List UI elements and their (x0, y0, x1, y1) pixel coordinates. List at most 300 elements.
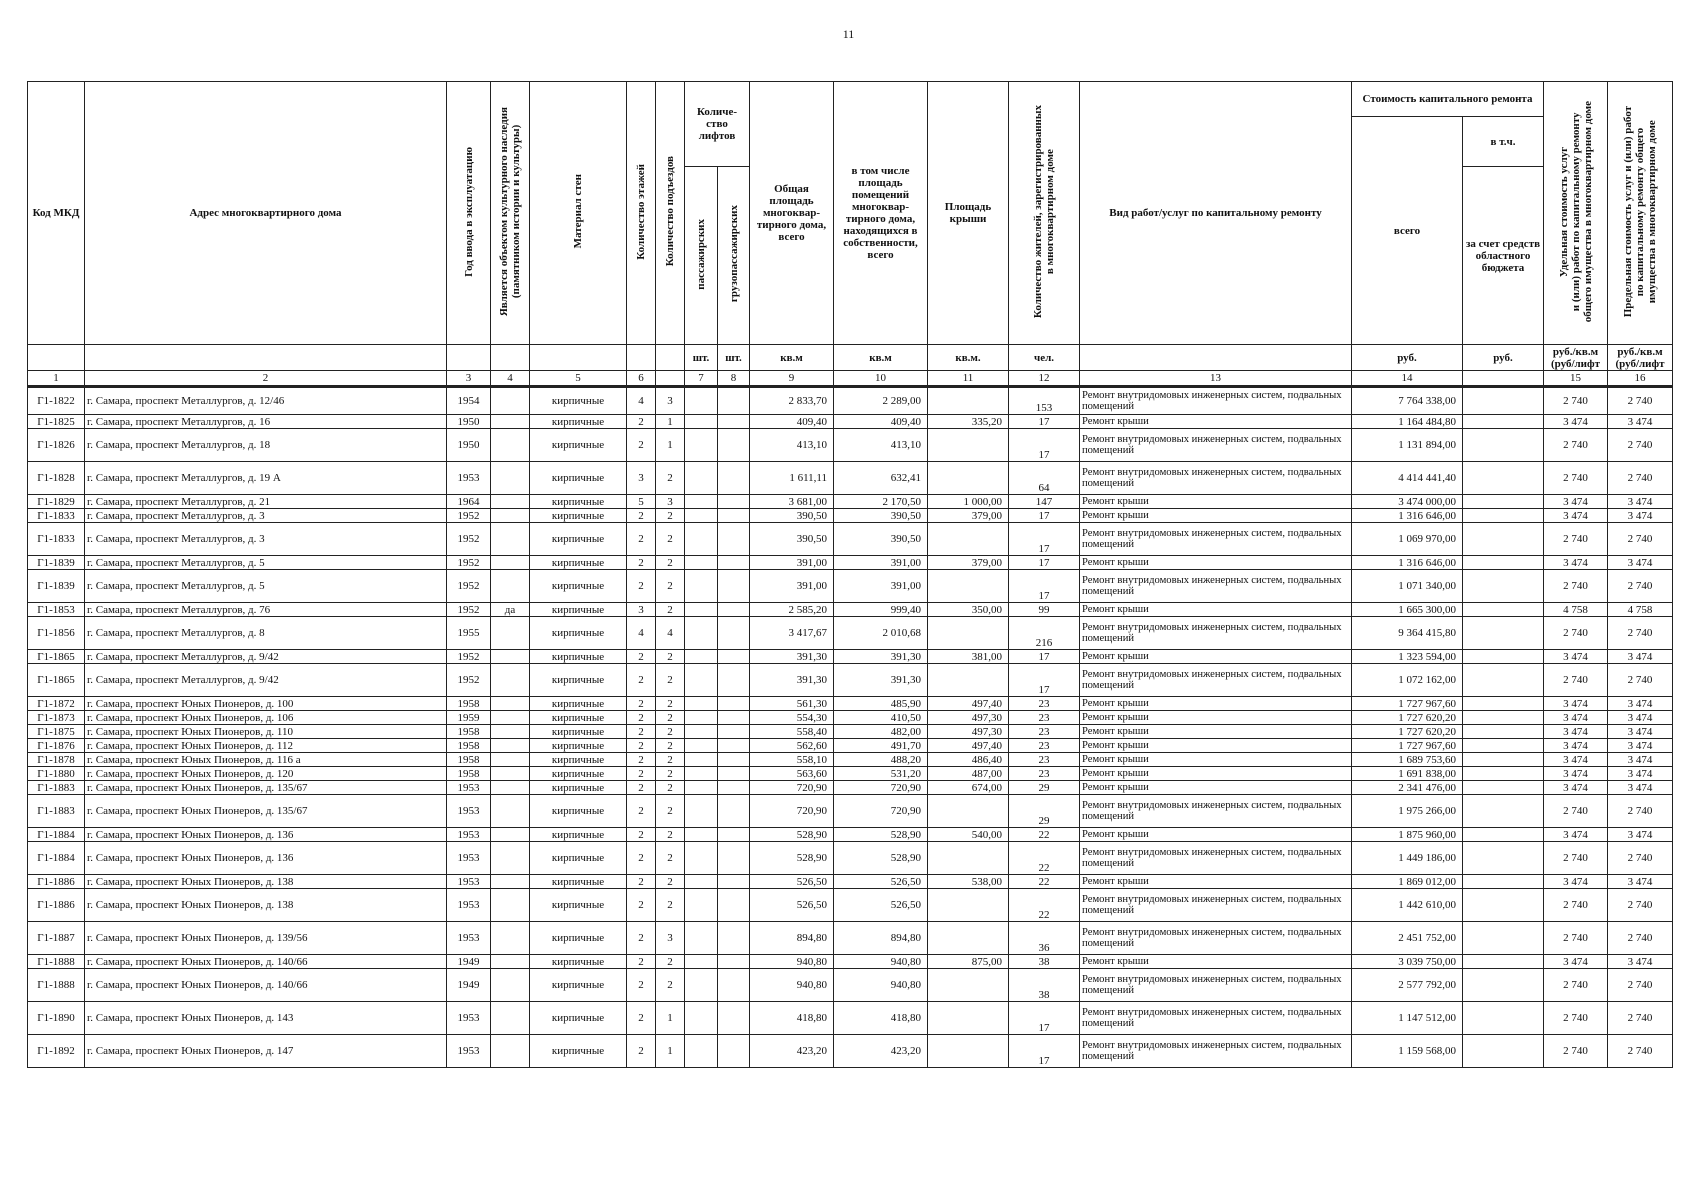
table-row (28, 842, 1673, 875)
cell-roof-area (928, 1002, 1009, 1035)
cell-roof-area (928, 429, 1009, 462)
table-row (28, 753, 1673, 767)
table-row (28, 739, 1673, 753)
cell-entrances: 2 (656, 795, 685, 828)
cell-passenger-lifts (685, 697, 718, 711)
cell-floors: 2 (627, 725, 656, 739)
cell-residents: 17 (1009, 650, 1080, 664)
cell-total-area: 391,30 (750, 664, 834, 697)
unit-label: кв.м (750, 345, 834, 371)
table-row (28, 570, 1673, 603)
unit-label: шт. (718, 345, 750, 371)
cell-address: г. Самара, проспект Металлургов, д. 5 (85, 556, 447, 570)
cell-work-type: Ремонт крыши (1080, 767, 1352, 781)
cell-residents: 22 (1009, 828, 1080, 842)
cell-wall-material: кирпичные (530, 429, 627, 462)
cell-roof-area: 487,00 (928, 767, 1009, 781)
cell-address: г. Самара, проспект Металлургов, д. 21 (85, 495, 447, 509)
cell-address: г. Самара, проспект Металлургов, д. 19 А (85, 462, 447, 495)
cell-floors: 2 (627, 955, 656, 969)
cell-address: г. Самара, проспект Металлургов, д. 12/46 (85, 387, 447, 415)
cell-year-built: 1953 (447, 842, 491, 875)
cell-wall-material: кирпичные (530, 889, 627, 922)
cell-floors: 2 (627, 922, 656, 955)
cell-roof-area (928, 664, 1009, 697)
cell-cost-total: 1 727 967,60 (1352, 697, 1463, 711)
cell-address: г. Самара, проспект Юных Пионеров, д. 136 (85, 842, 447, 875)
cell-total-area: 3 417,67 (750, 617, 834, 650)
cell-total-area: 526,50 (750, 889, 834, 922)
col-header-code: Код МКД (28, 82, 85, 345)
cell-owned-area: 488,20 (834, 753, 928, 767)
cell-total-area: 562,60 (750, 739, 834, 753)
cell-specific-cost: 3 474 (1544, 711, 1608, 725)
cell-mkd-code: Г1-1865 (28, 650, 85, 664)
cell-work-type: Ремонт крыши (1080, 556, 1352, 570)
cell-floors: 2 (627, 556, 656, 570)
cell-cost-total: 1 665 300,00 (1352, 603, 1463, 617)
cell-specific-cost: 3 474 (1544, 725, 1608, 739)
cell-total-area: 418,80 (750, 1002, 834, 1035)
cell-wall-material: кирпичные (530, 664, 627, 697)
cell-total-area: 720,90 (750, 781, 834, 795)
cell-wall-material: кирпичные (530, 570, 627, 603)
cell-owned-area: 485,90 (834, 697, 928, 711)
cell-passenger-lifts (685, 1035, 718, 1068)
cell-cost-total: 2 577 792,00 (1352, 969, 1463, 1002)
cell-specific-cost: 3 474 (1544, 650, 1608, 664)
column-number: 12 (1009, 371, 1080, 387)
table-row (28, 697, 1673, 711)
cell-freight-lifts (718, 781, 750, 795)
cell-limit-cost: 3 474 (1608, 739, 1673, 753)
cell-mkd-code: Г1-1833 (28, 509, 85, 523)
cell-owned-area: 482,00 (834, 725, 928, 739)
cell-floors: 2 (627, 664, 656, 697)
cell-freight-lifts (718, 1002, 750, 1035)
cell-passenger-lifts (685, 842, 718, 875)
cell-cost-regional (1463, 523, 1544, 556)
cell-specific-cost: 3 474 (1544, 556, 1608, 570)
cell-address: г. Самара, проспект Металлургов, д. 16 (85, 415, 447, 429)
cell-wall-material: кирпичные (530, 697, 627, 711)
cell-specific-cost: 2 740 (1544, 842, 1608, 875)
cell-residents: 153 (1009, 387, 1080, 415)
cell-year-built: 1953 (447, 889, 491, 922)
cell-total-area: 528,90 (750, 828, 834, 842)
cell-year-built: 1952 (447, 523, 491, 556)
cell-entrances: 2 (656, 969, 685, 1002)
cell-work-type: Ремонт внутридомовых инженерных систем, подвальных помещений (1080, 570, 1352, 603)
cell-passenger-lifts (685, 767, 718, 781)
cell-cost-regional (1463, 781, 1544, 795)
cell-specific-cost: 2 740 (1544, 922, 1608, 955)
column-number: 7 (685, 371, 718, 387)
cell-limit-cost: 2 740 (1608, 842, 1673, 875)
cell-cost-regional (1463, 556, 1544, 570)
cell-entrances: 2 (656, 753, 685, 767)
cell-total-area: 940,80 (750, 955, 834, 969)
cell-mkd-code: Г1-1878 (28, 753, 85, 767)
cell-specific-cost: 3 474 (1544, 875, 1608, 889)
cell-year-built: 1955 (447, 617, 491, 650)
cell-roof-area: 538,00 (928, 875, 1009, 889)
cell-work-type: Ремонт крыши (1080, 828, 1352, 842)
cell-mkd-code: Г1-1884 (28, 842, 85, 875)
cell-specific-cost: 2 740 (1544, 1002, 1608, 1035)
cell-total-area: 391,00 (750, 570, 834, 603)
cell-owned-area: 528,90 (834, 828, 928, 842)
capital-repair-table (27, 81, 1673, 1068)
cell-entrances: 1 (656, 1035, 685, 1068)
cell-owned-area: 391,30 (834, 664, 928, 697)
cell-mkd-code: Г1-1883 (28, 795, 85, 828)
cell-cost-regional (1463, 617, 1544, 650)
cell-passenger-lifts (685, 462, 718, 495)
table-row (28, 650, 1673, 664)
cell-residents: 17 (1009, 570, 1080, 603)
column-number: 2 (85, 371, 447, 387)
cell-cost-regional (1463, 603, 1544, 617)
cell-residents: 23 (1009, 739, 1080, 753)
table-row (28, 415, 1673, 429)
cell-year-built: 1952 (447, 509, 491, 523)
cell-heritage-flag (491, 697, 530, 711)
cell-work-type: Ремонт внутридомовых инженерных систем, подвальных помещений (1080, 842, 1352, 875)
cell-address: г. Самара, проспект Юных Пионеров, д. 138 (85, 875, 447, 889)
table-row (28, 462, 1673, 495)
cell-specific-cost: 3 474 (1544, 781, 1608, 795)
cell-heritage-flag (491, 922, 530, 955)
cell-total-area: 940,80 (750, 969, 834, 1002)
cell-owned-area: 526,50 (834, 875, 928, 889)
cell-roof-area (928, 617, 1009, 650)
cell-work-type: Ремонт внутридомовых инженерных систем, подвальных помещений (1080, 429, 1352, 462)
cell-work-type: Ремонт внутридомовых инженерных систем, подвальных помещений (1080, 664, 1352, 697)
cell-work-type: Ремонт крыши (1080, 753, 1352, 767)
cell-cost-regional (1463, 415, 1544, 429)
cell-owned-area: 940,80 (834, 955, 928, 969)
table-row (28, 955, 1673, 969)
cell-residents: 36 (1009, 922, 1080, 955)
cell-wall-material: кирпичные (530, 1035, 627, 1068)
cell-entrances: 1 (656, 415, 685, 429)
cell-cost-regional (1463, 509, 1544, 523)
cell-work-type: Ремонт внутридомовых инженерных систем, подвальных помещений (1080, 617, 1352, 650)
cell-freight-lifts (718, 795, 750, 828)
cell-address: г. Самара, проспект Металлургов, д. 9/42 (85, 650, 447, 664)
cell-roof-area: 381,00 (928, 650, 1009, 664)
column-number: 8 (718, 371, 750, 387)
cell-passenger-lifts (685, 875, 718, 889)
cell-cost-regional (1463, 570, 1544, 603)
cell-wall-material: кирпичные (530, 767, 627, 781)
cell-residents: 29 (1009, 795, 1080, 828)
cell-entrances: 2 (656, 462, 685, 495)
cell-heritage-flag (491, 429, 530, 462)
cell-passenger-lifts (685, 570, 718, 603)
cell-total-area: 391,30 (750, 650, 834, 664)
table-row (28, 664, 1673, 697)
cell-limit-cost: 2 740 (1608, 523, 1673, 556)
cell-address: г. Самара, проспект Металлургов, д. 3 (85, 523, 447, 556)
column-number: 4 (491, 371, 530, 387)
cell-heritage-flag (491, 617, 530, 650)
cell-floors: 2 (627, 415, 656, 429)
cell-work-type: Ремонт крыши (1080, 711, 1352, 725)
cell-residents: 23 (1009, 725, 1080, 739)
cell-specific-cost: 2 740 (1544, 387, 1608, 415)
col-header-lifts-freight: грузопассажирских (718, 167, 750, 345)
cell-wall-material: кирпичные (530, 828, 627, 842)
cell-limit-cost: 3 474 (1608, 556, 1673, 570)
cell-total-area: 409,40 (750, 415, 834, 429)
cell-cost-regional (1463, 429, 1544, 462)
cell-year-built: 1953 (447, 1035, 491, 1068)
cell-address: г. Самара, проспект Юных Пионеров, д. 138 (85, 889, 447, 922)
cell-work-type: Ремонт внутридомовых инженерных систем, подвальных помещений (1080, 795, 1352, 828)
cell-mkd-code: Г1-1884 (28, 828, 85, 842)
cell-mkd-code: Г1-1876 (28, 739, 85, 753)
cell-cost-regional (1463, 753, 1544, 767)
cell-roof-area: 1 000,00 (928, 495, 1009, 509)
cell-wall-material: кирпичные (530, 969, 627, 1002)
col-header-work-type: Вид работ/услуг по капитальному ремонту (1080, 82, 1352, 345)
column-number: 15 (1544, 371, 1608, 387)
cell-owned-area: 390,50 (834, 523, 928, 556)
cell-cost-total: 1 316 646,00 (1352, 556, 1463, 570)
cell-address: г. Самара, проспект Юных Пионеров, д. 135/67 (85, 795, 447, 828)
table-row (28, 495, 1673, 509)
cell-floors: 2 (627, 739, 656, 753)
cell-mkd-code: Г1-1880 (28, 767, 85, 781)
cell-specific-cost: 3 474 (1544, 697, 1608, 711)
cell-roof-area (928, 523, 1009, 556)
cell-year-built: 1950 (447, 429, 491, 462)
cell-limit-cost: 3 474 (1608, 781, 1673, 795)
cell-address: г. Самара, проспект Юных Пионеров, д. 110 (85, 725, 447, 739)
cell-passenger-lifts (685, 509, 718, 523)
cell-mkd-code: Г1-1886 (28, 875, 85, 889)
cell-heritage-flag (491, 387, 530, 415)
cell-residents: 17 (1009, 1035, 1080, 1068)
cell-floors: 2 (627, 711, 656, 725)
cell-specific-cost: 4 758 (1544, 603, 1608, 617)
cell-year-built: 1949 (447, 969, 491, 1002)
cell-residents: 216 (1009, 617, 1080, 650)
cell-total-area: 558,40 (750, 725, 834, 739)
cell-entrances: 1 (656, 429, 685, 462)
unit-label: руб./кв.м (руб/лифт (1608, 345, 1673, 371)
cell-year-built: 1950 (447, 415, 491, 429)
cell-limit-cost: 3 474 (1608, 828, 1673, 842)
cell-passenger-lifts (685, 795, 718, 828)
cell-mkd-code: Г1-1853 (28, 603, 85, 617)
table-row (28, 387, 1673, 415)
col-header-material: Материал стен (530, 82, 627, 345)
cell-wall-material: кирпичные (530, 725, 627, 739)
cell-owned-area: 391,00 (834, 570, 928, 603)
cell-heritage-flag (491, 739, 530, 753)
cell-heritage-flag (491, 753, 530, 767)
cell-address: г. Самара, проспект Юных Пионеров, д. 106 (85, 711, 447, 725)
cell-roof-area (928, 570, 1009, 603)
col-header-entrances: Количество подъездов (656, 82, 685, 345)
cell-year-built: 1953 (447, 828, 491, 842)
cell-total-area: 720,90 (750, 795, 834, 828)
cell-owned-area: 2 289,00 (834, 387, 928, 415)
cell-entrances: 2 (656, 664, 685, 697)
cell-freight-lifts (718, 828, 750, 842)
cell-entrances: 2 (656, 711, 685, 725)
cell-passenger-lifts (685, 495, 718, 509)
cell-roof-area: 350,00 (928, 603, 1009, 617)
cell-total-area: 563,60 (750, 767, 834, 781)
cell-cost-total: 1 147 512,00 (1352, 1002, 1463, 1035)
cell-limit-cost: 3 474 (1608, 509, 1673, 523)
cell-roof-area (928, 842, 1009, 875)
cell-specific-cost: 3 474 (1544, 415, 1608, 429)
table-row (28, 795, 1673, 828)
cell-residents: 17 (1009, 415, 1080, 429)
cell-passenger-lifts (685, 739, 718, 753)
column-number: 6 (627, 371, 656, 387)
table-row (28, 725, 1673, 739)
cell-cost-total: 1 975 266,00 (1352, 795, 1463, 828)
cell-roof-area (928, 795, 1009, 828)
cell-passenger-lifts (685, 828, 718, 842)
col-header-specific-cost: Удельная стоимость услуг и (или) работ по капитальному ремонту общего имущества в многоквартирном доме (1544, 82, 1608, 345)
cell-address: г. Самара, проспект Юных Пионеров, д. 135/67 (85, 781, 447, 795)
table-row (28, 711, 1673, 725)
column-number: 11 (928, 371, 1009, 387)
cell-year-built: 1953 (447, 462, 491, 495)
cell-heritage-flag: да (491, 603, 530, 617)
cell-roof-area: 497,40 (928, 697, 1009, 711)
cell-cost-total: 1 442 610,00 (1352, 889, 1463, 922)
cell-freight-lifts (718, 556, 750, 570)
cell-work-type: Ремонт крыши (1080, 650, 1352, 664)
cell-residents: 29 (1009, 781, 1080, 795)
cell-freight-lifts (718, 889, 750, 922)
cell-freight-lifts (718, 711, 750, 725)
cell-entrances: 2 (656, 842, 685, 875)
cell-floors: 2 (627, 1035, 656, 1068)
cell-roof-area (928, 969, 1009, 1002)
cell-specific-cost: 2 740 (1544, 462, 1608, 495)
cell-cost-total: 1 323 594,00 (1352, 650, 1463, 664)
cell-floors: 2 (627, 795, 656, 828)
cell-wall-material: кирпичные (530, 415, 627, 429)
cell-year-built: 1953 (447, 1002, 491, 1035)
cell-wall-material: кирпичные (530, 556, 627, 570)
cell-limit-cost: 3 474 (1608, 753, 1673, 767)
cell-wall-material: кирпичные (530, 711, 627, 725)
cell-specific-cost: 2 740 (1544, 664, 1608, 697)
table-row (28, 922, 1673, 955)
cell-entrances: 2 (656, 603, 685, 617)
cell-cost-total: 1 159 568,00 (1352, 1035, 1463, 1068)
cell-wall-material: кирпичные (530, 462, 627, 495)
cell-cost-total: 1 069 970,00 (1352, 523, 1463, 556)
cell-freight-lifts (718, 617, 750, 650)
cell-residents: 64 (1009, 462, 1080, 495)
cell-address: г. Самара, проспект Юных Пионеров, д. 139/56 (85, 922, 447, 955)
cell-freight-lifts (718, 955, 750, 969)
cell-work-type: Ремонт крыши (1080, 415, 1352, 429)
cell-floors: 2 (627, 828, 656, 842)
cell-cost-regional (1463, 495, 1544, 509)
cell-total-area: 3 681,00 (750, 495, 834, 509)
cell-cost-regional (1463, 828, 1544, 842)
cell-wall-material: кирпичные (530, 650, 627, 664)
page-number: 11 (842, 27, 855, 41)
cell-work-type: Ремонт внутридомовых инженерных систем, подвальных помещений (1080, 387, 1352, 415)
cell-roof-area (928, 889, 1009, 922)
cell-roof-area (928, 1035, 1009, 1068)
cell-work-type: Ремонт крыши (1080, 725, 1352, 739)
cell-cost-total: 1 316 646,00 (1352, 509, 1463, 523)
cell-total-area: 390,50 (750, 523, 834, 556)
cell-passenger-lifts (685, 415, 718, 429)
cell-heritage-flag (491, 570, 530, 603)
cell-year-built: 1953 (447, 922, 491, 955)
column-number: 16 (1608, 371, 1673, 387)
cell-limit-cost: 2 740 (1608, 664, 1673, 697)
cell-limit-cost: 2 740 (1608, 429, 1673, 462)
cell-year-built: 1958 (447, 725, 491, 739)
cell-residents: 17 (1009, 523, 1080, 556)
cell-address: г. Самара, проспект Юных Пионеров, д. 140/66 (85, 955, 447, 969)
cell-owned-area: 491,70 (834, 739, 928, 753)
cell-wall-material: кирпичные (530, 842, 627, 875)
cell-entrances: 2 (656, 828, 685, 842)
cell-heritage-flag (491, 828, 530, 842)
col-header-year: Год ввода в эксплуатацию (447, 82, 491, 345)
cell-entrances: 2 (656, 556, 685, 570)
cell-limit-cost: 2 740 (1608, 889, 1673, 922)
cell-limit-cost: 2 740 (1608, 387, 1673, 415)
cell-passenger-lifts (685, 711, 718, 725)
cell-cost-total: 1 727 620,20 (1352, 711, 1463, 725)
cell-owned-area: 2 170,50 (834, 495, 928, 509)
cell-floors: 2 (627, 969, 656, 1002)
cell-address: г. Самара, проспект Юных Пионеров, д. 147 (85, 1035, 447, 1068)
cell-freight-lifts (718, 767, 750, 781)
cell-total-area: 554,30 (750, 711, 834, 725)
cell-cost-regional (1463, 462, 1544, 495)
cell-roof-area: 497,40 (928, 739, 1009, 753)
col-header-roof-area: Площадь крыши (928, 82, 1009, 345)
cell-freight-lifts (718, 523, 750, 556)
cell-floors: 2 (627, 429, 656, 462)
cell-mkd-code: Г1-1888 (28, 969, 85, 1002)
column-number: 10 (834, 371, 928, 387)
col-header-limit-cost: Предельная стоимость услуг и (или) работ по капитальному ремонту общего имущества в многоквартирном доме (1608, 82, 1673, 345)
cell-heritage-flag (491, 523, 530, 556)
column-number: 13 (1080, 371, 1352, 387)
cell-total-area: 390,50 (750, 509, 834, 523)
cell-cost-regional (1463, 1002, 1544, 1035)
cell-residents: 17 (1009, 509, 1080, 523)
cell-year-built: 1949 (447, 955, 491, 969)
cell-freight-lifts (718, 495, 750, 509)
cell-freight-lifts (718, 429, 750, 462)
cell-owned-area: 720,90 (834, 795, 928, 828)
cell-residents: 17 (1009, 429, 1080, 462)
cell-freight-lifts (718, 462, 750, 495)
cell-owned-area: 409,40 (834, 415, 928, 429)
